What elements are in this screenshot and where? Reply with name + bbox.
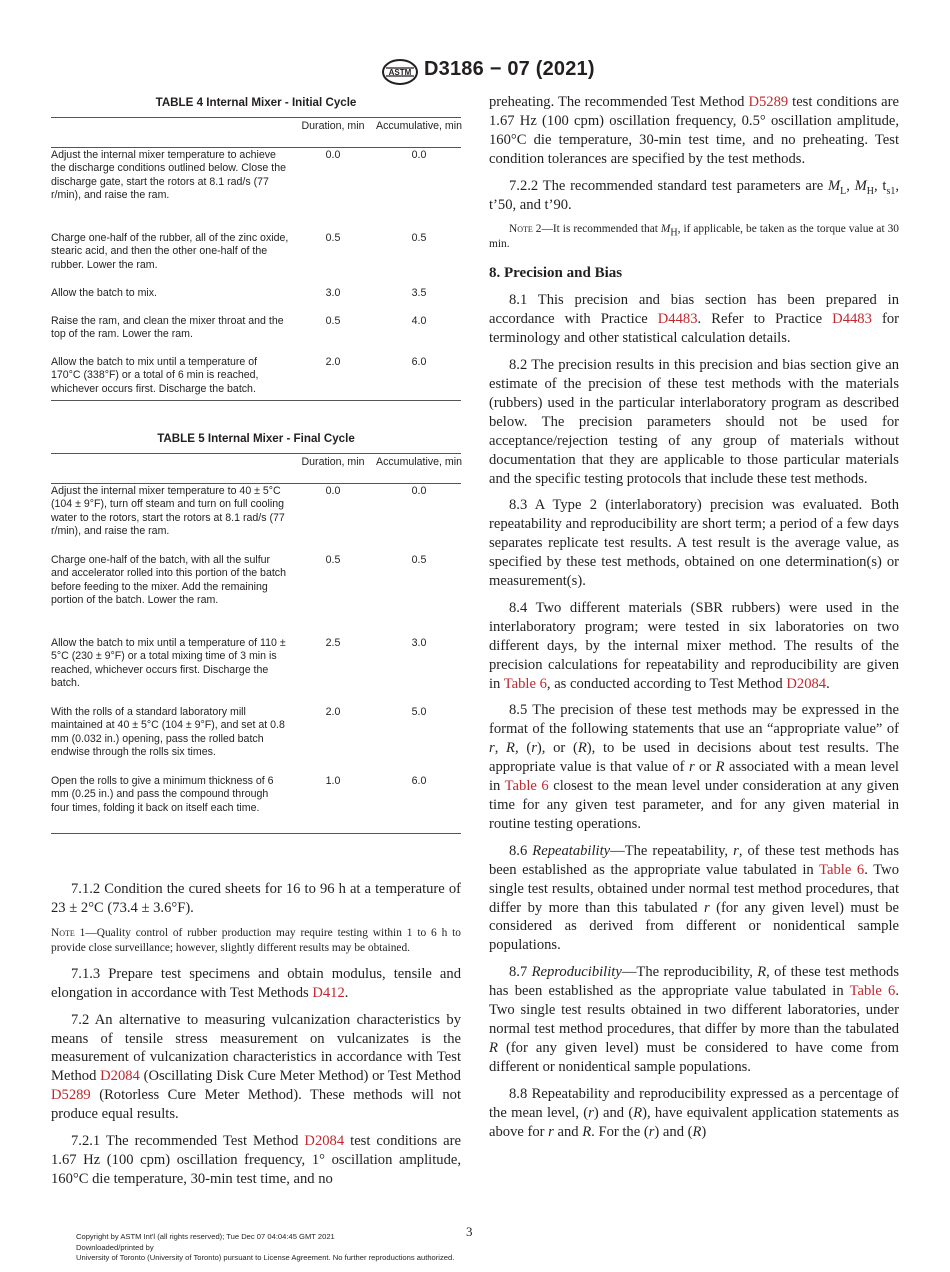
copyright-footer xyxy=(76,1232,454,1264)
paragraph-7-2-1-continued xyxy=(489,93,899,169)
text-span: , of these test methods has been established as the appropriate value tabulated in xyxy=(489,964,899,1000)
note-1 xyxy=(51,926,461,956)
symbol: r xyxy=(688,759,695,776)
text-span: , of these test methods has been established as the appropriate value tabulated in xyxy=(489,842,900,878)
row-duration: 2.5 xyxy=(325,636,341,649)
row-description: Allow the batch to mix until a temperature of 110 ± 5°C (230 ± 9°F) or a total mixing time of 3 min is reached, whichever occurs first. Discharge the batch. xyxy=(51,636,286,690)
subscript: H xyxy=(866,185,875,197)
text-span: . xyxy=(344,984,349,1001)
text-span: associated with a mean level in xyxy=(489,759,899,795)
subscript: L xyxy=(840,185,847,197)
text-span: 7.1.3 Prepare test specimens and obtain modulus, tensile and elongation in accordance with Test Methods xyxy=(51,965,461,1001)
text-span: . For the ( xyxy=(591,1123,649,1140)
text-span: 8.7 xyxy=(509,964,532,981)
table-row xyxy=(51,706,461,775)
row-accumulative: 3.0 xyxy=(411,636,427,649)
row-duration: 3.0 xyxy=(325,286,341,299)
text-span: or xyxy=(694,759,716,776)
table-row xyxy=(51,637,461,706)
row-duration: 2.0 xyxy=(325,355,341,368)
text-span: 8.1 This precision and bias section has been prepared in accordance with Practice xyxy=(489,292,899,328)
text-span: 8.5 The precision of these test methods may be expressed in the format of the following statements that use an “appropriate value” of xyxy=(489,702,899,738)
link-table-6[interactable]: Table 6 xyxy=(819,861,865,878)
symbol: M xyxy=(827,177,841,194)
table-4-col-accumulative: Accumulative, min xyxy=(376,119,462,132)
text-span: . Two single test results, obtained under normal test method procedures, that differ by more than this tabulated xyxy=(489,861,899,916)
link-d412[interactable]: D412 xyxy=(312,984,345,1001)
note-2 xyxy=(489,222,899,252)
text-span: 7.2.1 The recommended Test Method xyxy=(71,1133,305,1150)
table-row xyxy=(51,356,461,401)
row-description: Adjust the internal mixer temperature to achieve the discharge conditions outlined below. Close the discharge gate, start the rotors at 8.1 rad/s (77 r/min), and raise the ram. xyxy=(51,148,286,202)
table-5-title: TABLE 5 Internal Mixer - Final Cycle xyxy=(157,432,355,445)
table-5-col-accumulative: Accumulative, min xyxy=(376,455,462,468)
text-span: and xyxy=(553,1123,583,1140)
note-label: Note 2 xyxy=(509,223,542,236)
paragraph-title: Reproducibility xyxy=(531,964,622,981)
text-span: . xyxy=(826,675,830,692)
section-8-heading: 8. Precision and Bias xyxy=(489,265,623,282)
row-description: With the rolls of a standard laboratory mill maintained at 40 ± 5°C (104 ± 9°F), and set at 0.8 mm (0.032 in.) opening, pass the rolled batch endwise through the rolls six times. xyxy=(51,705,285,759)
symbol: R xyxy=(692,1123,702,1140)
table-4-title: TABLE 4 Internal Mixer - Initial Cycle xyxy=(155,96,357,109)
text-span: (for any given level) must be considered to have come from different or nonidentical sample populations. xyxy=(489,1039,899,1075)
row-duration: 0.5 xyxy=(325,314,341,327)
left-column xyxy=(51,880,461,1197)
row-description: Open the rolls to give a minimum thickness of 6 mm (0.25 in.) and pass the compound through four times, folding it back on itself each time. xyxy=(51,774,274,814)
text-span: 7.2.2 The recommended standard test parameters are xyxy=(509,177,828,194)
symbol: r xyxy=(704,899,710,916)
symbol: R xyxy=(633,1104,643,1121)
text-span: . Two single test results obtained in two different laboratories, under normal test method procedures, that differ by more than the tabulated xyxy=(489,983,900,1037)
link-d5289[interactable]: D5289 xyxy=(51,1087,91,1104)
paragraph-8-7 xyxy=(489,963,899,1076)
row-description: Raise the ram, and clean the mixer throat and the top of the ram. Lower the ram. xyxy=(51,314,284,341)
text-span: 8.6 xyxy=(509,842,533,859)
paragraph-7-2-1 xyxy=(51,1132,461,1189)
table-4 xyxy=(51,96,461,401)
row-duration: 1.0 xyxy=(325,774,341,787)
symbol: R xyxy=(715,759,725,776)
note-label: Note 1 xyxy=(51,926,86,939)
paragraph-8-1 xyxy=(489,291,899,348)
symbol: R xyxy=(757,964,767,981)
symbol: r xyxy=(648,1123,655,1140)
link-d2084[interactable]: D2084 xyxy=(304,1133,345,1150)
row-accumulative: 0.0 xyxy=(411,148,427,161)
note-text: —Quality control of rubber production may require testing within 1 to 6 h to provide close surveillance; however, slightly different results may be obtained. xyxy=(51,926,461,954)
row-description: Charge one-half of the rubber, all of the zinc oxide, stearic acid, and then the other one-half of the rubber. Lower the ram. xyxy=(51,231,289,271)
svg-text:ASTM: ASTM xyxy=(388,68,412,77)
symbol: R xyxy=(489,1039,498,1056)
symbol: R xyxy=(506,740,515,757)
table-4-col-duration: Duration, min xyxy=(301,119,365,132)
text-span: test conditions are 1.67 Hz (100 cpm) oscillation frequency, 1° oscillation amplitude, 160°C die temperature, 30-min test time, and no xyxy=(51,1133,461,1187)
link-table-6[interactable]: Table 6 xyxy=(503,675,547,692)
text-span: (for any given level) must be considered as derived from different or nonidentical sample populations. xyxy=(489,899,900,954)
symbol: r xyxy=(733,842,739,859)
symbol: r xyxy=(531,740,537,757)
paragraph-8-4 xyxy=(489,599,899,694)
text-span: closest to the mean level under consideration at any given time for any given test parameter, and for any given material in routine testing operations. xyxy=(489,778,899,832)
subscript: H xyxy=(670,227,678,239)
table-5 xyxy=(51,432,461,834)
footer-line-1: Copyright by ASTM Int'l (all rights reserved); Tue Dec 07 04:04:45 GMT 2021 xyxy=(76,1232,335,1241)
row-accumulative: 6.0 xyxy=(411,774,427,787)
text-span: ) and ( xyxy=(654,1123,693,1140)
text-span: 8.4 Two different materials (SBR rubbers) were used in the interlaboratory program; were tested in six laboratories on two different days, by the internal mixer method. The results of the precision calculations for repeatability and reproducibility are given in xyxy=(489,599,899,692)
subscript: s1 xyxy=(886,185,896,197)
text-span: for terminology and other statistical calculation details. xyxy=(489,311,899,347)
paragraph-8-6 xyxy=(489,842,899,955)
table-row xyxy=(51,775,461,834)
symbol: t xyxy=(882,177,887,194)
footer-line-3: University of Toronto (University of Toronto) pursuant to License Agreement. No further reproductions authorized. xyxy=(76,1253,455,1263)
row-accumulative: 6.0 xyxy=(411,355,427,368)
row-accumulative: 4.0 xyxy=(411,314,427,327)
table-5-header xyxy=(51,453,461,484)
paragraph-8-8: 8.8 Repeatability and reproducibility expressed as a percentage of the mean level, (r) and (R), have equivalent application statements as above for r and R. For the (r) and (R) xyxy=(489,1085,900,1140)
table-row xyxy=(51,232,461,287)
text-span: , ( xyxy=(514,740,532,757)
link-table-6[interactable]: Table 6 xyxy=(849,983,896,1000)
text-span: (Rotorless Cure Meter Method). These methods will not produce equal results. xyxy=(51,1087,461,1123)
paragraph-8-3: 8.3 A Type 2 (interlaboratory) precision was evaluated. Both repeatability and reproducibility are short term; a period of a few days separates replicate test results. A test result is the average value, as specified by these test methods, obtained on one determination(s) or measurement(s). xyxy=(489,497,899,590)
paragraph-8-5: 8.5 The precision of these test methods may be expressed in the format of the following statements that use an “appropriate value” of r, R, (r), or (R), to be used in decisions about test results. The appropriate value is that value of r or R associated with a mean level in Table 6 closest to the mean level under consideration at any given time for any given test parameter, and for any given material in routine testing operations. xyxy=(489,702,899,832)
symbol: M xyxy=(660,223,671,236)
table-row xyxy=(51,554,461,637)
symbol: M xyxy=(854,177,867,194)
text-span: ) and ( xyxy=(593,1104,634,1121)
symbol: R xyxy=(582,1123,592,1140)
row-description: Adjust the internal mixer temperature to 40 ± 5°C (104 ± 9°F), turn off steam and turn on full cooling water to the rotors, start the rotors at 8.1 rad/s (77 r/min), and raise the ram. xyxy=(51,484,285,538)
link-d5289[interactable]: D5289 xyxy=(748,94,789,110)
table-row xyxy=(51,287,461,315)
text-span: 7.2 An alternative to measuring vulcanization characteristics by means of tensile stress measurement on vulcanizates is the measurement of vulcanization characteristics in accordance with Test Method xyxy=(51,1011,461,1085)
paragraph-7-1-2: 7.1.2 Condition the cured sheets for 16 to 96 h at a temperature of 23 ± 2°C (73.4 ± 3.6°F). xyxy=(51,881,461,916)
text-span: . Refer to Practice xyxy=(697,311,833,328)
document-designation: D3186 − 07 (2021) xyxy=(424,58,595,80)
link-d2084[interactable]: D2084 xyxy=(100,1068,140,1085)
row-duration: 0.0 xyxy=(325,484,341,497)
link-d4483[interactable]: D4483 xyxy=(832,311,872,328)
symbol: r xyxy=(489,740,495,757)
text-span: ), have equivalent application statements as above for xyxy=(489,1104,900,1140)
text-span: ), to be used in decisions about test results. The appropriate value is that value of xyxy=(489,740,899,776)
paragraph-7-2-2: 7.2.2 The recommended standard test parameters are $M_L$, $M_H$, $t_{s1}$, t’50, and t’90. xyxy=(489,177,900,213)
row-description: Charge one-half of the batch, with all the sulfur and accelerator rolled into this portion of the batch before feeding to the mixer. Add the remaining portion of the batch. Lower the ram. xyxy=(51,553,286,607)
text-span: —The reproducibility, xyxy=(621,964,758,981)
note-text: —It is recommended that xyxy=(541,223,661,236)
text-span: (Oscillating Disk Cure Meter Method) or Test Method xyxy=(139,1068,461,1085)
row-duration: 0.5 xyxy=(325,231,341,244)
row-duration: 0.5 xyxy=(325,553,341,566)
table-5-col-duration: Duration, min xyxy=(301,455,365,468)
text-span: 8.8 Repeatability and reproducibility expressed as a percentage of the mean level, ( xyxy=(489,1085,899,1121)
paragraph-title: Repeatability xyxy=(532,842,611,859)
text-span: preheating. The recommended Test Method xyxy=(489,94,749,110)
link-d2084[interactable]: D2084 xyxy=(786,675,827,692)
row-accumulative: 3.5 xyxy=(411,286,427,299)
row-accumulative: 5.0 xyxy=(411,705,427,718)
paragraph-7-2 xyxy=(51,1011,461,1124)
row-accumulative: 0.5 xyxy=(411,231,427,244)
page-header xyxy=(0,54,950,88)
row-accumulative: 0.0 xyxy=(411,484,427,497)
astm-logo-icon xyxy=(380,58,420,86)
right-column xyxy=(489,93,899,1149)
row-accumulative: 0.5 xyxy=(411,553,427,566)
symbol: r xyxy=(588,1104,594,1121)
text-span: ), or ( xyxy=(536,740,578,757)
row-duration: 2.0 xyxy=(325,705,341,718)
text-span: —The repeatability, xyxy=(610,842,734,859)
text-span: , t’50, and t’90. xyxy=(489,177,900,213)
page-number: 3 xyxy=(466,1224,473,1239)
footer-line-2: Downloaded/printed by xyxy=(76,1242,154,1252)
text-span: test conditions are 1.67 Hz (100 cpm) oscillation frequency, 0.5° oscillation amplitude, 160°C die temperature, 30-min test time, and no preheating. Test condition tolerances are specified by the test methods. xyxy=(489,94,899,167)
table-row xyxy=(51,315,461,356)
symbol: r xyxy=(548,1123,554,1140)
link-d4483[interactable]: D4483 xyxy=(657,311,698,328)
table-row xyxy=(51,149,461,232)
link-table-6[interactable]: Table 6 xyxy=(504,778,549,795)
text-span: , as conducted according to Test Method xyxy=(546,675,787,692)
row-description: Allow the batch to mix. xyxy=(51,286,157,299)
table-4-header xyxy=(51,117,461,148)
paragraph-7-1-3 xyxy=(51,965,461,1003)
paragraph-8-2: 8.2 The precision results in this precision and bias section give an estimate of the precision of these test methods with the materials (rubbers) used in the particular interlaboratory program as described below. The precision parameters should not be used for acceptance/rejection testing of any group of materials without documentation that they are applicable to those particular materials and the specific testing protocols that include these test methods. xyxy=(489,357,899,487)
table-row xyxy=(51,485,461,554)
note-text: , if applicable, be taken as the torque value at 30 min. xyxy=(489,223,899,251)
row-description: Allow the batch to mix until a temperature of 170°C (338°F) or a total of 6 min is reached, whichever occurs first. Discharge the batch. xyxy=(51,355,259,395)
row-duration: 0.0 xyxy=(325,148,341,161)
symbol: R xyxy=(577,740,587,757)
